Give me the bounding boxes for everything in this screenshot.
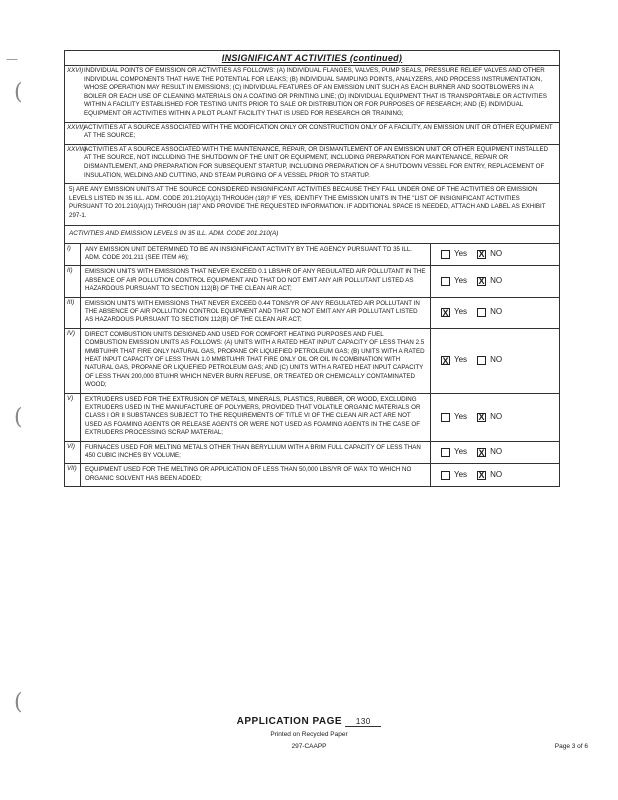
no-label: NO [490,276,503,286]
no-checkbox[interactable] [477,356,486,365]
application-page-label: APPLICATION PAGE [236,716,343,727]
no-label: NO [490,355,503,365]
yes-checkbox[interactable] [441,277,450,286]
question-text: ANY EMISSION UNIT DETERMINED TO BE AN INSIGNIFICANT ACTIVITY BY THE AGENCY PURSUANT TO 35 ILL. ADM. CODE 201.211 (SEE ITEM #6); [81,244,431,266]
question-row [65,394,559,442]
item-text: ACTIVITIES AT A SOURCE ASSOCIATED WITH THE MODIFICATION ONLY OR CONSTRUCTION ONLY OF A FACILITY, AN EMISSION UNIT OR OTHER EQUIPMENT AT THE SOURCE; [84,123,553,140]
yes-no-answer [431,298,559,328]
no-checkbox[interactable]: X [478,276,485,287]
no-checkbox[interactable] [477,308,486,317]
item-text: ACTIVITIES AT A SOURCE ASSOCIATED WITH THE MAINTENANCE, REPAIR, OR DISMANTLEMENT OF AN EMISSION UNIT OR OTHER EQUIPMENT INSTALLED AT THE SOURCE, NOT INCLUDING THE SHUTDOWN OF THE UNIT OR EQUIPMENT, INCLUDING PREPARATION FOR MAINTENANCE, REPAIR OR DISMANTLEMENT, AND PREPARATION FOR SUBSEQUENT STARTUP, INCLUDING PREPARATION OF A SHUTDOWN VESSEL FOR ENTRY, REPLACEMENT OF INSULATION, WELDING AND CUTTING, AND STEAM PURGING OF A VESSEL PRIOR TO STARTUP. [84,145,549,179]
yes-checkbox[interactable] [441,413,450,422]
item-number: XXVI) [67,67,84,74]
question-row [65,266,559,297]
question-number: I) [65,244,81,266]
question-number: VI) [65,442,81,464]
no-checkbox[interactable]: X [478,470,485,481]
question-text: FURNACES USED FOR MELTING METALS OTHER THAN BERYLLIUM WITH A BRIM FULL CAPACITY OF LESS THAN 450 CUBIC INCHES BY VOLUME; [81,442,431,464]
binder-hole-bottom: ( [14,690,23,715]
yes-checkbox[interactable]: X [442,355,449,366]
no-label: NO [490,447,503,457]
yes-no-answer [431,266,559,296]
question-number: IV) [65,329,81,393]
item-row-xxvii [65,123,559,145]
item-number: XXVII) [67,123,85,131]
question-text: EQUIPMENT USED FOR THE MELTING OR APPLICATION OF LESS THAN 50,000 LBS/YR OF WAX TO WHICH NO ORGANIC SOLVENT HAS BEEN ADDED; [81,464,431,486]
activities-caption: ACTIVITIES AND EMISSION LEVELS IN 35 ILL. ADM. CODE 201.210(A) [65,226,559,244]
no-checkbox[interactable]: X [478,447,485,458]
no-label: NO [490,411,503,421]
question-text: DIRECT COMBUSTION UNITS DESIGNED AND USED FOR COMFORT HEATING PURPOSES AND FUEL COMBUSTION EMISSION UNITS AS FOLLOWS: (A) UNITS WITH A RATED HEAT INPUT CAPACITY OF LESS THAN 2.5 MMBTU/HR THAT FIRE ONLY NATURAL GAS, PROPANE OR LIQUEFIED PETROLEUM GAS; (B) UNITS WITH A RATED HEAT INPUT CAPACITY OF LESS THAN 1.0 MMBTU/HR THAT FIRE ONLY OIL OR OIL IN COMBINATION WITH NATURAL GAS, PROPANE OR LIQUEFIED PETROLEUM GAS; AND (C) UNITS WITH A RATED HEAT INPUT CAPACITY OF LESS THAN 200,000 BTU/HR WHICH NEVER BURN REFUSE, OR TREATED OR CHEMICALLY CONTAMINATED WOOD; [81,329,431,393]
yes-label: Yes [454,447,468,457]
yes-checkbox[interactable] [441,471,450,480]
question-text: EMISSION UNITS WITH EMISSIONS THAT NEVER EXCEED 0.1 LBS/HR OF ANY REGULATED AIR POLLUTANT IN THE ABSENCE OF AIR POLLUTION CONTROL EQUIPMENT AND THAT DO NOT EMIT ANY AIR POLLUTANT LISTED AS HAZARDOUS PURSUANT TO SECTION 112(B) OF THE CLEAN AIR ACT; [81,266,431,296]
question-number: II) [65,266,81,296]
yes-checkbox[interactable]: X [442,307,449,318]
item-text: INDIVIDUAL POINTS OF EMISSION OR ACTIVITIES AS FOLLOWS: (A) INDIVIDUAL FLANGES, VALVES, PUMP SEALS, PRESSURE RELIEF VALVES AND OTHER INDIVIDUAL COMPONENTS THAT HAVE THE POTENTIAL FOR LEAKS; (B) INDIVIDUAL SAMPLING POINTS, ANALYZERS, AND PROCESS INSTRUMENTATION, WHOSE OPERATION MAY RESULT IN EMISSIONS; (C) INDIVIDUAL FEATURES OF AN EMISSION UNIT SUCH AS EACH BURNER AND SOOTBLOWERS IN A BOILER OR EACH USE OF CLEANING MATERIALS ON A COATING OR PRINTING LINE; (D) INDIVIDUAL EQUIPMENT THAT IS TRANSPORTABLE OR ACTIVITIES WITHIN A FACILITY ESTABLISHED FOR TESTING UNITS PRIOR TO SALE OR DISTRIBUTION OR FOR PURPOSES OF RESEARCH; AND (E) INDIVIDUAL EQUIPMENT OR ACTIVITIES WITHIN A PILOT PLANT FACILITY THAT IS USED FOR RESEARCH OR TRAINING; [84,67,547,117]
question-number: V) [65,394,81,441]
binder-hole-middle: ( [14,405,23,430]
yes-no-answer [431,394,559,441]
yes-no-answer [431,329,559,393]
scan-mark-top: — [6,52,18,66]
no-checkbox[interactable]: X [478,249,485,260]
question-text: EMISSION UNITS WITH EMISSIONS THAT NEVER EXCEED 0.44 TONS/YR OF ANY REGULATED AIR POLLUTANT IN THE ABSENCE OF AIR POLLUTION CONTROL EQUIPMENT AND THAT DO NOT EMIT ANY AIR POLLUTANT LISTED AS HAZARDOUS PURSUANT TO SECTION 112(B) OF THE CLEAN AIR ACT; [81,298,431,328]
page-of-label: Page 3 of 6 [554,743,588,750]
yes-checkbox[interactable] [441,250,450,259]
no-checkbox[interactable]: X [478,412,485,423]
question-row [65,244,559,267]
question-row [65,464,559,486]
question-number: III) [65,298,81,328]
footer-title [0,716,618,727]
question-5-text: 5) ARE ANY EMISSION UNITS AT THE SOURCE CONSIDERED INSIGNIFICANT ACTIVITIES BECAUSE THEY FALL UNDER ONE OF THE ACTIVITIES OR EMISSION LEVELS LISTED IN 35 ILL. ADM. CODE 201.210(A)(1) THROUGH (18)? IF YES, IDENTIFY THE EMISSION UNITS IN THE "LIST OF INSIGNIFICANT ACTIVITIES PURSUANT TO 201.210(A)(1) THROUGH (18)" AND PROVIDE THE REQUESTED INFORMATION. IF ADDITIONAL SPACE IS NEEDED, ATTACH AND LABEL AS EXHIBIT 297-1. [65,184,559,225]
yes-no-answer [431,244,559,266]
yes-label: Yes [454,307,468,317]
question-number: VII) [65,464,81,486]
yes-checkbox[interactable] [441,448,450,457]
item-number: XXVIII) [67,145,87,153]
questions-list [65,244,559,487]
page-title: INSIGNIFICANT ACTIVITIES (continued) [65,51,559,66]
form-table [64,50,560,487]
question-row [65,329,559,394]
form-code: 297-CAAPP [291,743,327,750]
item-row-xxviii [65,145,559,184]
yes-label: Yes [454,355,468,365]
question-row [65,298,559,329]
no-label: NO [490,470,503,480]
item-row-xxvi [65,66,559,123]
yes-label: Yes [454,411,468,421]
yes-label: Yes [454,470,468,480]
question-row [65,442,559,465]
question-text: EXTRUDERS USED FOR THE EXTRUSION OF METALS, MINERALS, PLASTICS, RUBBER, OR WOOD, EXCLUDING EXTRUDERS USED IN THE MANUFACTURE OF POLYMERS, PROVIDED THAT VOLATILE ORGANIC MATERIALS OR CLASS I OR II SUBSTANCES SUBJECT TO THE REQUIREMENTS OF TITLE VI OF THE CLEAN AIR ACT ARE NOT USED AS FOAMING AGENTS OR RELEASE AGENTS OR WERE NOT USED AS FOAMING AGENTS IN THE CASE OF EXTRUDERS PROCESSING SCRAP MATERIAL; [81,394,431,441]
application-page-number: 130 [345,717,381,727]
printed-on-recycled: Printed on Recycled Paper [270,731,348,738]
yes-label: Yes [454,249,468,259]
yes-label: Yes [454,276,468,286]
no-label: NO [490,249,503,259]
binder-hole-top: ( [14,80,23,105]
no-label: NO [490,307,503,317]
yes-no-answer [431,464,559,486]
yes-no-answer [431,442,559,464]
